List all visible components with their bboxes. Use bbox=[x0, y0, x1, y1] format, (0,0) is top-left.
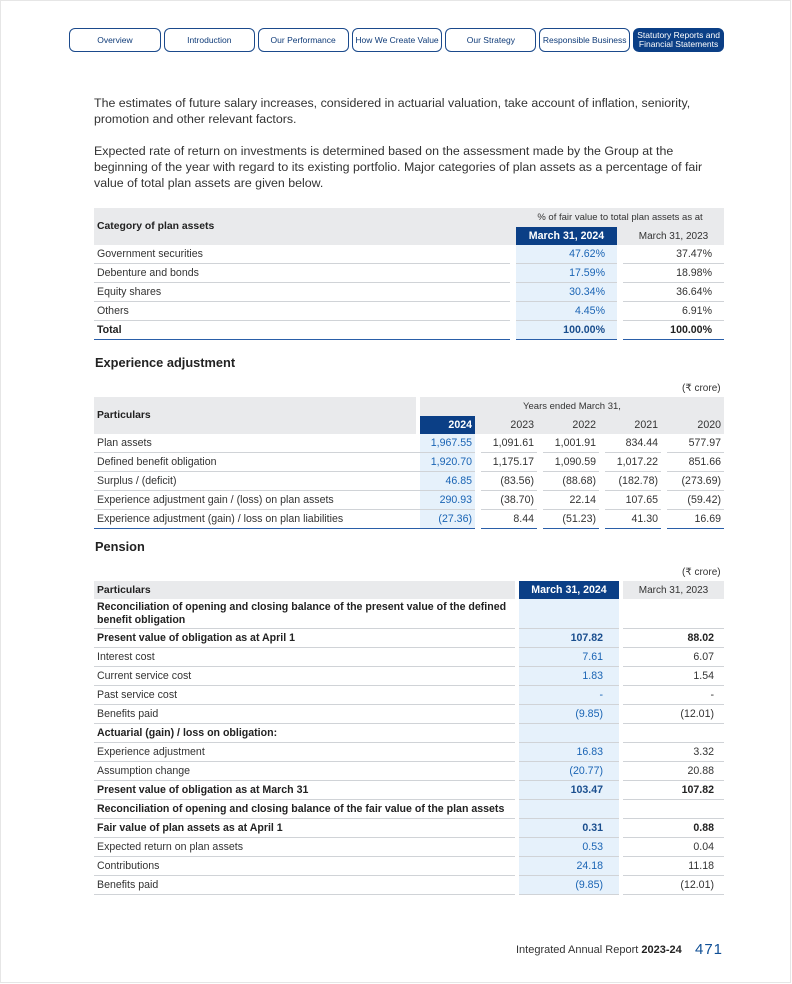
page-number: 471 bbox=[695, 941, 724, 958]
col-year-2022: 2022 bbox=[543, 416, 599, 434]
tab-introduction[interactable]: Introduction bbox=[164, 28, 255, 52]
table-row: Assumption change (20.77) 20.88 bbox=[94, 762, 724, 781]
table-row: Plan assets 1,967.55 1,091.61 1,001.91 834.44 577.97 bbox=[94, 434, 724, 453]
table-row: Others 4.45% 6.91% bbox=[94, 302, 724, 321]
table-row: Experience adjustment gain / (loss) on plan assets 290.93 (38.70) 22.14 107.65 (59.42) bbox=[94, 491, 724, 510]
pension-heading: Pension bbox=[95, 539, 145, 554]
table-row: Present value of obligation as at March 31 103.47 107.82 bbox=[94, 781, 724, 800]
report-year: 2023-24 bbox=[641, 944, 682, 956]
pension-unit: (₹ crore) bbox=[682, 567, 721, 578]
paragraph-salary: The estimates of future salary increases, considered in actuarial valuation, take account of inflation, seniority, promotion and other relevant factors. bbox=[94, 96, 691, 127]
tab-how-we-create-value[interactable]: How We Create Value bbox=[352, 28, 443, 52]
table-row: Defined benefit obligation 1,920.70 1,175.17 1,090.59 1,017.22 851.66 bbox=[94, 453, 724, 472]
tab-responsible-business[interactable]: Responsible Business bbox=[539, 28, 630, 52]
table-row: Interest cost 7.61 6.07 bbox=[94, 648, 724, 667]
experience-group-header: Years ended March 31, bbox=[420, 397, 724, 416]
table-row: Present value of obligation as at April 1 107.82 88.02 bbox=[94, 629, 724, 648]
section-row: Reconciliation of opening and closing balance of the fair value of the plan assets bbox=[94, 800, 724, 819]
col-year-2020: 2020 bbox=[667, 416, 724, 434]
table-row: Fair value of plan assets as at April 1 0.31 0.88 bbox=[94, 819, 724, 838]
plan-assets-table bbox=[94, 208, 724, 340]
experience-unit: (₹ crore) bbox=[682, 383, 721, 394]
table-row: Experience adjustment 16.83 3.32 bbox=[94, 743, 724, 762]
paragraph-return: Expected rate of return on investments is determined based on the assessment made by the Group at the beginning of the year with regard to its existing portfolio. Major categories of plan assets as a percentage of fair value of total plan assets are given below. bbox=[94, 144, 703, 191]
section-row: Reconciliation of opening and closing balance of the present value of the defined benefit obligation bbox=[94, 599, 724, 629]
section-row: Actuarial (gain) / loss on obligation: bbox=[94, 724, 724, 743]
table-row: Equity shares 30.34% 36.64% bbox=[94, 283, 724, 302]
pension-col-2023: March 31, 2023 bbox=[623, 581, 724, 599]
col-year-2021: 2021 bbox=[605, 416, 661, 434]
experience-heading: Experience adjustment bbox=[95, 355, 236, 370]
col-march-2023: March 31, 2023 bbox=[623, 227, 724, 245]
table-row: Contributions 24.18 11.18 bbox=[94, 857, 724, 876]
plan-assets-group-header: % of fair value to total plan assets as at bbox=[516, 208, 724, 227]
pension-col-2024: March 31, 2024 bbox=[519, 581, 619, 599]
experience-label: Particulars bbox=[94, 397, 420, 434]
table-row: Experience adjustment (gain) / loss on plan liabilities (27.36) 8.44 (51.23) 41.30 16.69 bbox=[94, 510, 724, 529]
table-row: Benefits paid (9.85) (12.01) bbox=[94, 876, 724, 895]
pension-table bbox=[94, 581, 724, 895]
tab-our-strategy[interactable]: Our Strategy bbox=[445, 28, 536, 52]
tab-statutory-reports[interactable]: Statutory Reports and Financial Statements bbox=[633, 28, 724, 52]
top-navigation bbox=[69, 28, 724, 52]
experience-table bbox=[94, 397, 724, 529]
table-row: Benefits paid (9.85) (12.01) bbox=[94, 705, 724, 724]
col-year-2024: 2024 bbox=[420, 416, 475, 434]
table-row: Debenture and bonds 17.59% 18.98% bbox=[94, 264, 724, 283]
tab-our-performance[interactable]: Our Performance bbox=[258, 28, 349, 52]
col-march-2024: March 31, 2024 bbox=[516, 227, 617, 245]
pension-label: Particulars bbox=[94, 581, 515, 599]
footer-report-title bbox=[516, 944, 682, 956]
table-row: Surplus / (deficit) 46.85 (83.56) (88.68) (182.78) (273.69) bbox=[94, 472, 724, 491]
table-row: Current service cost 1.83 1.54 bbox=[94, 667, 724, 686]
table-row: Past service cost - - bbox=[94, 686, 724, 705]
tab-overview[interactable]: Overview bbox=[69, 28, 161, 52]
plan-assets-label: Category of plan assets bbox=[94, 208, 510, 245]
report-name: Integrated Annual Report bbox=[516, 944, 639, 956]
table-row: Government securities 47.62% 37.47% bbox=[94, 245, 724, 264]
table-row: Expected return on plan assets 0.53 0.04 bbox=[94, 838, 724, 857]
col-year-2023: 2023 bbox=[481, 416, 537, 434]
total-row: Total 100.00% 100.00% bbox=[94, 321, 724, 340]
